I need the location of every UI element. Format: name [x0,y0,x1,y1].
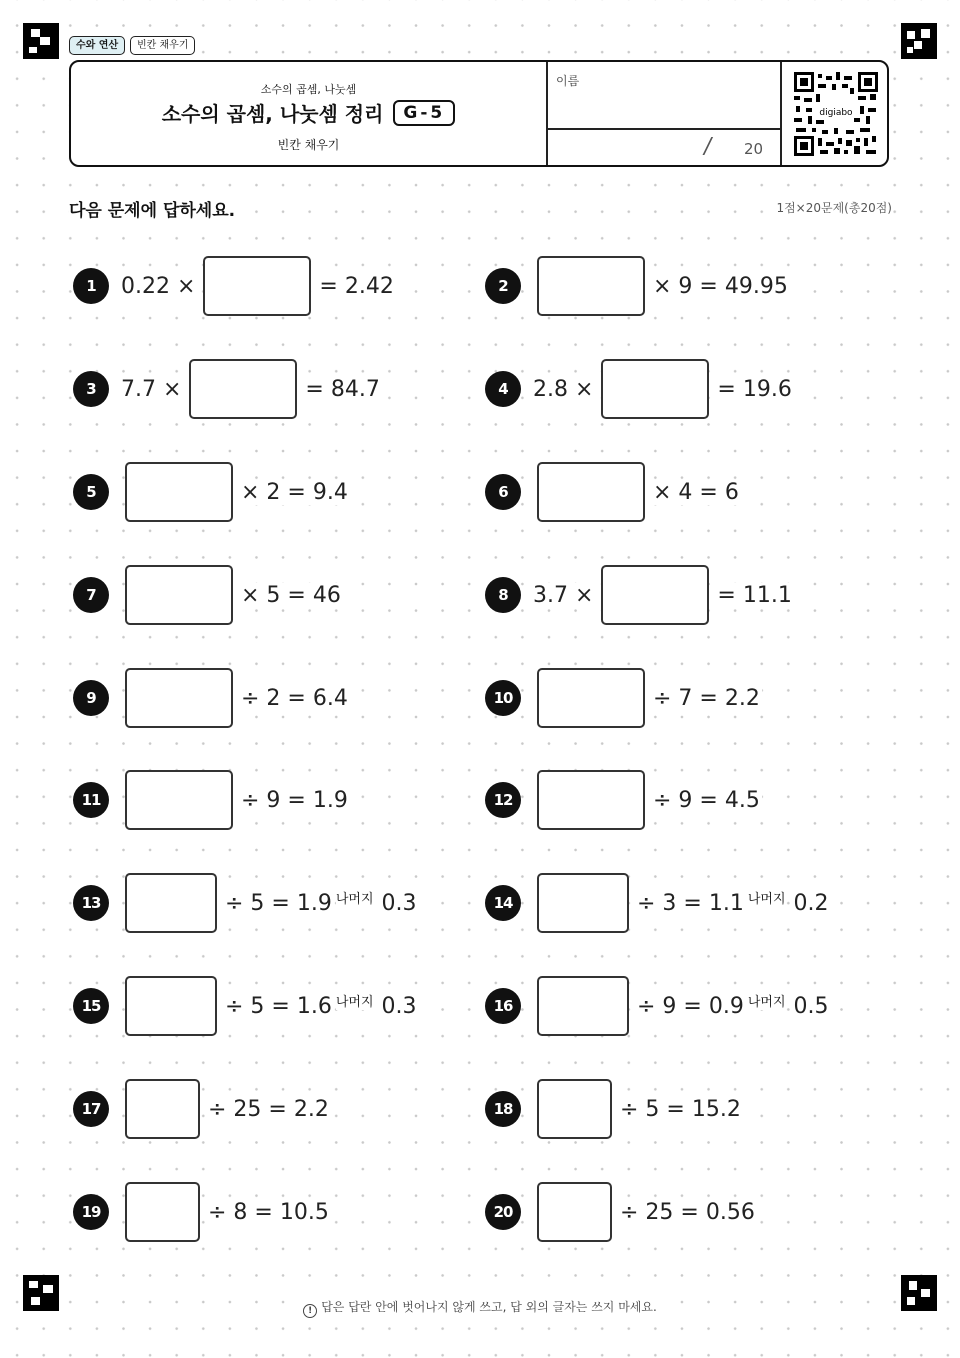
expression-after: × 9 = 49.95 [653,273,788,299]
answer-box[interactable] [537,1182,612,1242]
problem-14 [485,872,831,934]
worksheet-code-badge: G-5 [393,100,455,126]
expression-before: 3.7 × [533,582,594,608]
answer-box[interactable] [601,359,709,419]
problem-4 [485,358,794,420]
answer-box[interactable] [537,668,645,728]
expression-after: × 2 = 9.4 [241,479,348,505]
answer-box[interactable] [125,1182,200,1242]
expression-before: 7.7 × [121,376,182,402]
score-field[interactable] [549,131,699,163]
expression-after: ÷ 2 = 6.4 [241,685,348,711]
remainder-value: 0.5 [793,993,829,1019]
instruction-text: 다음 문제에 답하세요. [69,196,239,221]
remainder-value: 0.3 [381,890,417,916]
expression-after: ÷ 9 = 1.9 [241,787,348,813]
remainder-value: 0.2 [793,890,829,916]
answer-box[interactable] [537,770,645,830]
expression-after: ÷ 9 = 0.9 [637,993,744,1019]
problem-8 [485,564,794,626]
worksheet-header [69,60,889,167]
problem-number: 17 [73,1091,109,1127]
problem-number: 2 [485,268,521,304]
name-label: 이름 [556,74,580,88]
problem-number: 5 [73,474,109,510]
header-divider [546,128,780,130]
answer-box[interactable] [537,1079,612,1139]
problem-number: 3 [73,371,109,407]
remainder-label: 나머지 [336,991,374,1010]
problem-number: 12 [485,782,521,818]
problem-20 [485,1181,757,1243]
answer-box[interactable] [125,873,217,933]
category-tag: 수와 연산 [69,36,125,55]
type-tag: 빈칸 채우기 [130,36,195,55]
problem-5 [73,461,350,523]
problem-1 [73,255,396,317]
problem-15 [73,975,419,1037]
qr-code-icon [794,72,878,156]
problem-number: 9 [73,680,109,716]
expression-after: ÷ 25 = 2.2 [208,1096,329,1122]
problem-number: 1 [73,268,109,304]
remainder-label: 나머지 [748,991,786,1010]
answer-box[interactable] [125,668,233,728]
problem-number: 13 [73,885,109,921]
expression-after: ÷ 25 = 0.56 [620,1199,755,1225]
expression-after: ÷ 5 = 1.9 [225,890,332,916]
problem-number: 19 [73,1194,109,1230]
expression-after: ÷ 9 = 4.5 [653,787,760,813]
remainder-value: 0.3 [381,993,417,1019]
problem-16 [485,975,831,1037]
expression-before: 0.22 × [121,273,196,299]
answer-box[interactable] [125,462,233,522]
problem-7 [73,564,343,626]
problem-10 [485,667,762,729]
expression-after: ÷ 5 = 1.6 [225,993,332,1019]
problem-number: 4 [485,371,521,407]
header-divider [780,62,782,165]
problem-11 [73,769,350,831]
qr-logo-text: digiabo [819,108,853,118]
answer-box[interactable] [537,976,629,1036]
answer-box[interactable] [537,462,645,522]
answer-box[interactable] [125,770,233,830]
expression-after: = 19.6 [717,376,792,402]
page-title: 소수의 곱셈, 나눗셈 정리 [161,102,384,126]
footer-note-wrap [300,1300,660,1314]
problem-number: 10 [485,680,521,716]
problem-number: 15 [73,988,109,1024]
title-row [71,98,546,127]
footer-text: 답은 답란 안에 벗어나지 않게 쓰고, 답 외의 글자는 쓰지 마세요. [321,1300,657,1314]
score-total: 20 [744,140,764,158]
problem-number: 20 [485,1194,521,1230]
problem-6 [485,461,741,523]
problem-number: 7 [73,577,109,613]
corner-marker-top-left [23,23,59,59]
problem-2 [485,255,790,317]
header-subtitle-bottom: 빈칸 채우기 [277,138,340,152]
corner-marker-top-right [901,23,937,59]
expression-after: ÷ 8 = 10.5 [208,1199,329,1225]
answer-box[interactable] [189,359,297,419]
problem-13 [73,872,419,934]
expression-after: × 5 = 46 [241,582,341,608]
problem-number: 6 [485,474,521,510]
answer-box[interactable] [601,565,709,625]
problem-18 [485,1078,743,1140]
expression-before: 2.8 × [533,376,594,402]
answer-box[interactable] [537,873,629,933]
answer-box[interactable] [125,565,233,625]
remainder-label: 나머지 [748,888,786,907]
expression-after: = 84.7 [305,376,380,402]
answer-box[interactable] [125,1079,200,1139]
expression-after: ÷ 5 = 15.2 [620,1096,741,1122]
problem-17 [73,1078,331,1140]
problem-12 [485,769,762,831]
score-slash: / [701,134,714,159]
expression-after: ÷ 7 = 2.2 [653,685,760,711]
answer-box[interactable] [537,256,645,316]
footer-note [0,1298,960,1318]
problem-number: 8 [485,577,521,613]
points-info: 1점×20문제(총20점) [776,201,892,215]
problem-9 [73,667,350,729]
expression-after: = 2.42 [319,273,394,299]
header-subtitle-top: 소수의 곱셈, 나눗셈 [260,83,357,96]
expression-after: = 11.1 [717,582,792,608]
expression-after: ÷ 3 = 1.1 [637,890,744,916]
problem-number: 16 [485,988,521,1024]
problem-3 [73,358,382,420]
name-field[interactable] [549,66,777,126]
header-divider [546,62,548,165]
problem-number: 11 [73,782,109,818]
problem-19 [73,1181,331,1243]
warning-icon: ! [303,1304,317,1318]
remainder-label: 나머지 [336,888,374,907]
problem-number: 18 [485,1091,521,1127]
answer-box[interactable] [203,256,311,316]
problem-number: 14 [485,885,521,921]
expression-after: × 4 = 6 [653,479,739,505]
answer-box[interactable] [125,976,217,1036]
